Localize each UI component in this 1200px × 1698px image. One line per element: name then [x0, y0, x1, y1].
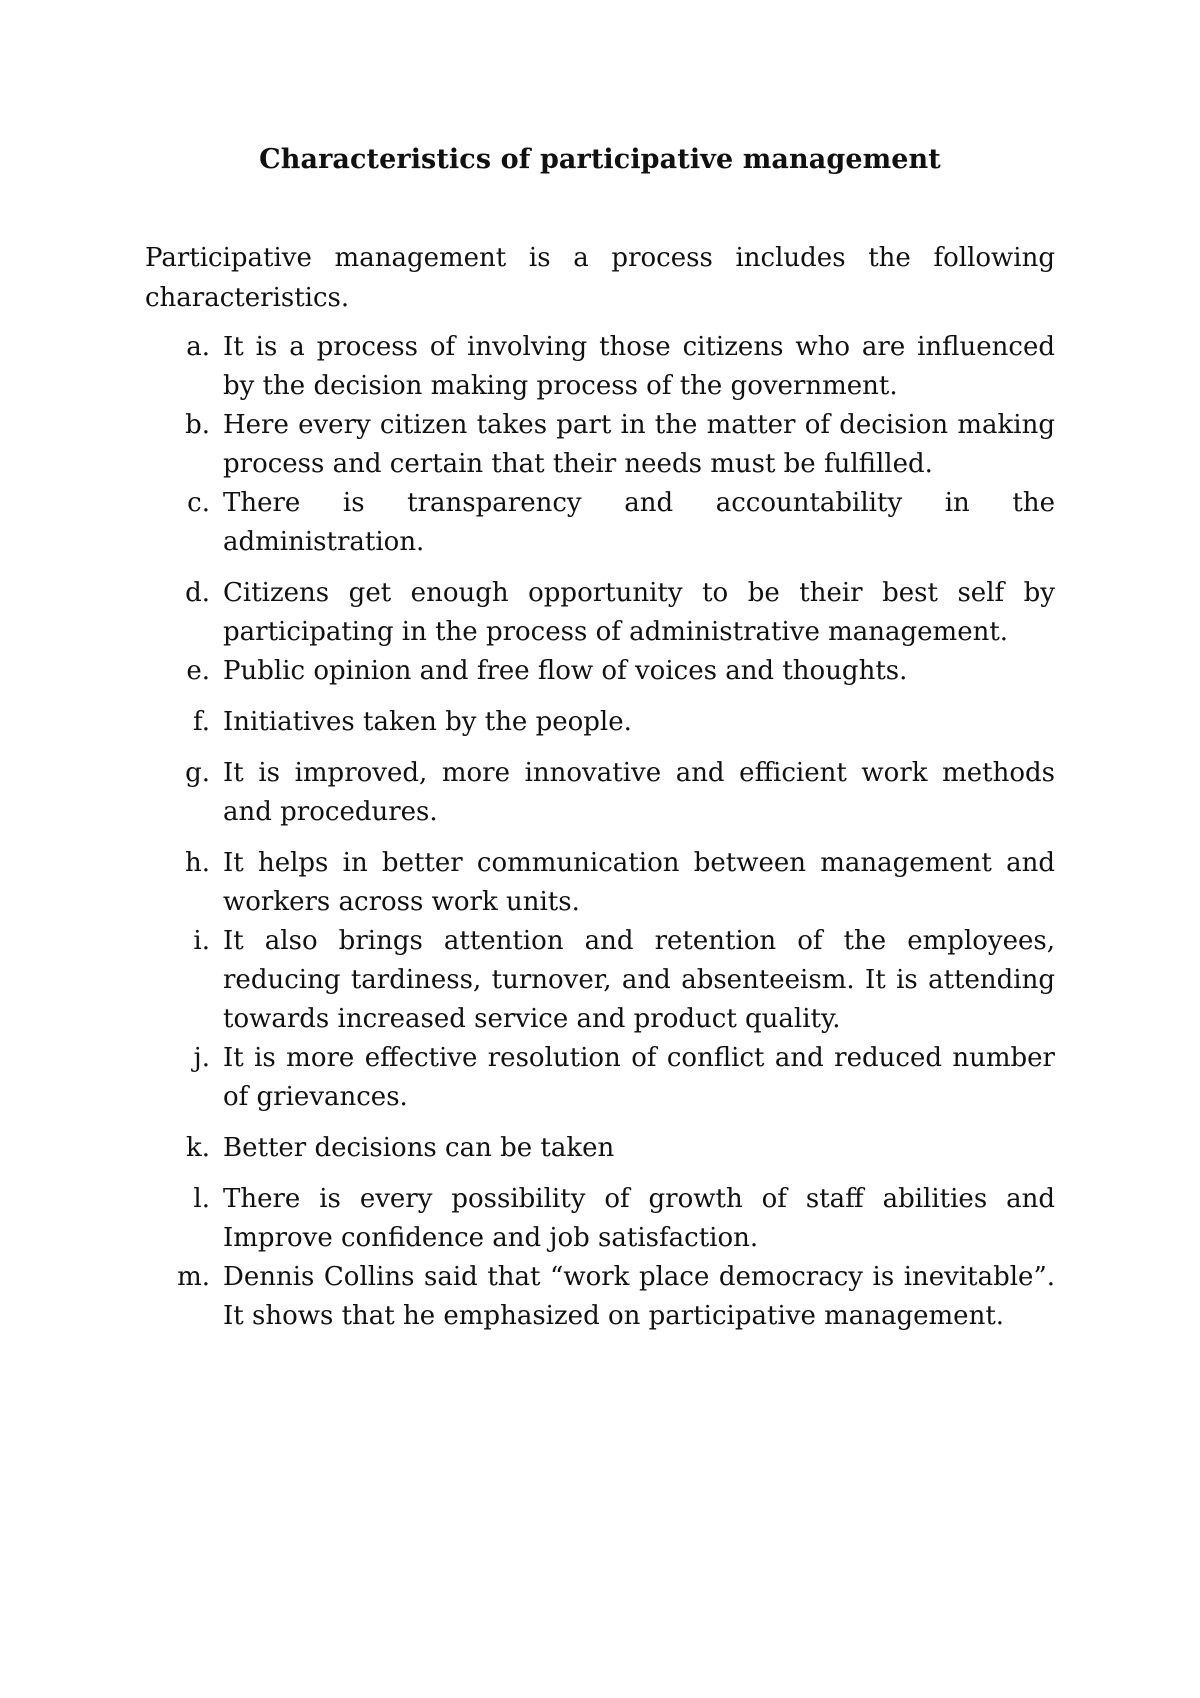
list-item-text: Citizens get enough opportunity to be their best self by participating in the process of administrative management.	[223, 578, 1055, 647]
list-marker: j.	[193, 1043, 210, 1073]
list-marker: c.	[187, 488, 210, 518]
list-item-d	[145, 574, 1055, 652]
list-item-text: Better decisions can be taken	[223, 1133, 615, 1163]
list-item-text: Initiatives taken by the people.	[223, 707, 632, 737]
list-marker: k.	[185, 1133, 210, 1163]
list-item-m	[145, 1258, 1055, 1336]
list-marker: b.	[185, 410, 210, 440]
list-marker: d.	[185, 578, 210, 608]
list-item-f	[145, 703, 1055, 742]
list-marker: f.	[193, 707, 210, 737]
list-marker: l.	[193, 1184, 210, 1214]
list-marker: g.	[185, 758, 210, 788]
list-item-text: There is every possibility of growth of staff abilities and Improve confidence and job satisfaction.	[223, 1184, 1055, 1253]
characteristics-list	[145, 328, 1055, 1336]
list-item-b	[145, 406, 1055, 484]
list-marker: a.	[186, 332, 210, 362]
list-item-h	[145, 844, 1055, 922]
document-title: Characteristics of participative management	[259, 144, 941, 175]
list-item-c	[145, 484, 1055, 562]
list-marker: e.	[186, 656, 210, 686]
list-item-text: It is a process of involving those citizens who are influenced by the decision making process of the government.	[223, 332, 1055, 401]
list-item-j	[145, 1039, 1055, 1117]
list-marker: i.	[193, 926, 210, 956]
list-item-text: It helps in better communication between management and workers across work units.	[223, 848, 1055, 917]
list-item-text: It also brings attention and retention of the employees, reducing tardiness, turnover, and absenteeism. It is attending towards increased service and product quality.	[223, 926, 1055, 1034]
list-item-i	[145, 922, 1055, 1039]
list-item-text: It is more effective resolution of conflict and reduced number of grievances.	[223, 1043, 1055, 1112]
list-item-g	[145, 754, 1055, 832]
list-item-text: Dennis Collins said that “work place democracy is inevitable”. It shows that he emphasized on participative management.	[223, 1262, 1055, 1331]
list-item-text: It is improved, more innovative and efficient work methods and procedures.	[223, 758, 1055, 827]
list-item-text: There is transparency and accountability in the administration.	[223, 488, 1055, 557]
list-item-k	[145, 1129, 1055, 1168]
list-marker: m.	[177, 1262, 210, 1292]
list-item-text: Here every citizen takes part in the matter of decision making process and certain that their needs must be fulfilled.	[223, 410, 1055, 479]
list-marker: h.	[184, 848, 210, 878]
list-item-l	[145, 1180, 1055, 1258]
list-item-e	[145, 652, 1055, 691]
intro-paragraph: Participative management is a process includes the following characteristics.	[145, 243, 1055, 313]
list-item-text: Public opinion and free flow of voices and thoughts.	[223, 656, 908, 686]
list-item-a	[145, 328, 1055, 406]
